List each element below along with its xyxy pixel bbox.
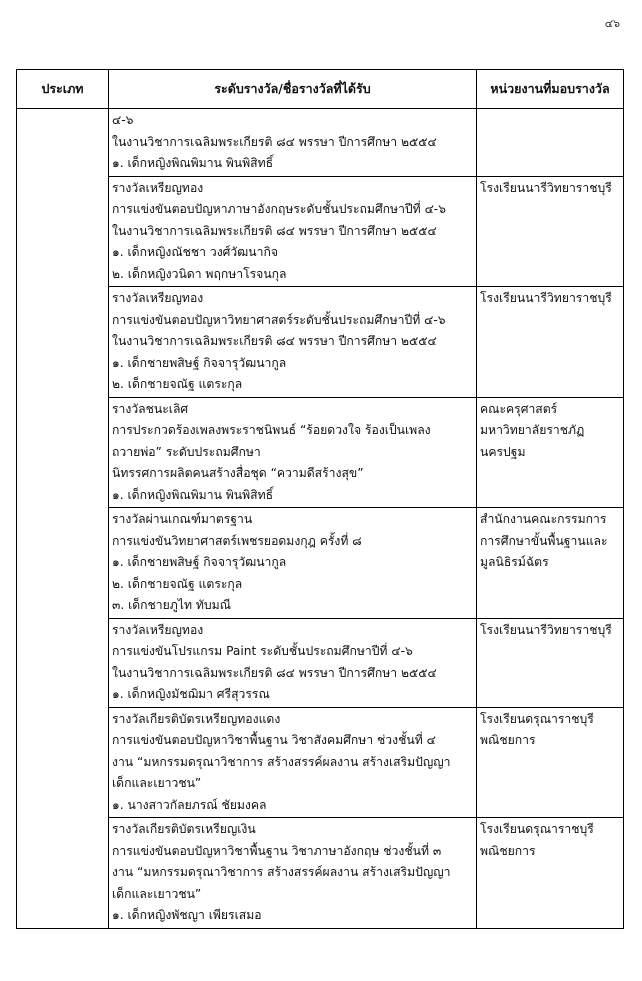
award-line: ๑. เด็กชายพสิษฐ์ กิจจารุวัฒนากูล — [112, 555, 287, 569]
agency-line: โรงเรียนดรุณาราชบุรี — [480, 822, 594, 836]
agency-line: โรงเรียนนารีวิทยาราชบุรี — [480, 291, 612, 305]
award-line: ๒. เด็กชายจณัฐ แตระกุล — [112, 576, 243, 591]
award-cell — [109, 109, 477, 177]
award-line: ๑. เด็กหญิงณัชชา วงศ์วัฒนากิจ — [112, 245, 278, 259]
table-row — [17, 176, 624, 287]
award-line: ๑. เด็กหญิงพัชญา เพียรเสมอ — [112, 908, 262, 922]
agency-line: คณะครุศาสตร์ — [480, 401, 558, 416]
award-line: รางวัลเกียรติบัตรเหรียญเงิน — [112, 822, 256, 836]
agency-line: พณิชยการ — [480, 733, 536, 747]
agency-cell — [477, 818, 624, 929]
award-line: การแข่งขันตอบปัญหาวิทยาศาสตร์ระดับชั้นประถมศึกษาปีที่ ๔-๖ — [112, 312, 446, 327]
table-row — [17, 508, 624, 619]
agency-cell — [477, 707, 624, 818]
award-cell — [109, 176, 477, 287]
header-type: ประเภท — [17, 70, 109, 109]
award-cell — [109, 818, 477, 929]
award-line: รางวัลเกียรติบัตรเหรียญทองแดง — [112, 711, 281, 726]
agency-line: การศึกษาขั้นพื้นฐานและ — [480, 533, 608, 548]
table-row — [17, 818, 624, 929]
award-line: การแข่งขันวิทยาศาสตร์เพชรยอดมงกุฎ ครั้งที่ ๘ — [112, 533, 362, 548]
award-line: ๑. นางสาวกัลยภรณ์ ชัยมงคล — [112, 797, 267, 812]
award-line: ๓. เด็กชายภูไท ทับมณี — [112, 598, 231, 612]
table-row — [17, 109, 624, 177]
award-line: การแข่งขันตอบปัญหาวิชาพื้นฐาน วิชาสังคมศึกษา ช่วงชั้นที่ ๔ — [112, 733, 436, 747]
award-line: รางวัลชนะเลิศ — [112, 401, 189, 416]
awards-table — [16, 69, 624, 929]
award-line: ในงานวิชาการเฉลิมพระเกียรติ ๘๔ พรรษา ปีการศึกษา ๒๕๕๔ — [112, 134, 437, 149]
award-line: งาน “มหกรรมดรุณาวิชาการ สร้างสรรค์ผลงาน สร้างเสริมปัญญา — [112, 865, 451, 879]
agency-line: สำนักงานคณะกรรมการ — [480, 512, 607, 526]
agency-line: โรงเรียนนารีวิทยาราชบุรี — [480, 180, 612, 195]
award-cell — [109, 397, 477, 508]
agency-cell — [477, 397, 624, 508]
award-line: รางวัลผ่านเกณฑ์มาตรฐาน — [112, 512, 253, 526]
header-award: ระดับรางวัล/ชื่อรางวัลที่ได้รับ — [109, 70, 477, 109]
table-row — [17, 707, 624, 818]
award-line: เด็กและเยาวชน” — [112, 886, 202, 901]
award-line: ๑. เด็กหญิงพิณพิมาน พินพิสิทธิ์ — [112, 156, 274, 170]
agency-line: นครปฐม — [480, 444, 526, 459]
award-cell — [109, 287, 477, 398]
award-line: การแข่งขันโปรแกรม Paint ระดับชั้นประถมศึกษาปีที่ ๔-๖ — [112, 644, 413, 658]
agency-cell — [477, 508, 624, 619]
award-line: รางวัลเหรียญทอง — [112, 291, 204, 305]
award-line: งาน “มหกรรมดรุณาวิชาการ สร้างสรรค์ผลงาน สร้างเสริมปัญญา — [112, 754, 451, 769]
agency-cell — [477, 287, 624, 398]
table-row — [17, 618, 624, 707]
award-line: ๑. เด็กหญิงมัชฌิมา ศรีสุวรรณ — [112, 687, 270, 701]
agency-line: โรงเรียนดรุณาราชบุรี — [480, 711, 594, 726]
award-line: ในงานวิชาการเฉลิมพระเกียรติ ๘๔ พรรษา ปีการศึกษา ๒๕๕๔ — [112, 223, 437, 238]
agency-line: มูลนิธิรม์ฉัตร — [480, 555, 549, 569]
award-line: รางวัลเหรียญทอง — [112, 180, 204, 195]
type-cell — [17, 109, 109, 929]
table-row — [17, 397, 624, 508]
table-row — [17, 287, 624, 398]
award-line: นิทรรศการผลิตคนสร้างสื่อชุด “ความดีสร้างสุข” — [112, 466, 364, 480]
table-body — [17, 109, 624, 929]
agency-line: พณิชยการ — [480, 843, 536, 858]
award-cell — [109, 618, 477, 707]
agency-cell — [477, 618, 624, 707]
award-line: รางวัลเหรียญทอง — [112, 622, 204, 637]
award-cell — [109, 707, 477, 818]
award-line: ๑. เด็กชายพสิษฐ์ กิจจารุวัฒนากูล — [112, 355, 287, 370]
agency-cell — [477, 109, 624, 177]
award-line: การแข่งขันตอบปัญหาวิชาพื้นฐาน วิชาภาษาอังกฤษ ช่วงชั้นที่ ๓ — [112, 843, 442, 858]
award-line: การแข่งขันตอบปัญหาภาษาอังกฤษระดับชั้นประถมศึกษาปีที่ ๔-๖ — [112, 202, 446, 216]
table-header-row — [17, 70, 624, 109]
agency-cell — [477, 176, 624, 287]
award-cell — [109, 508, 477, 619]
agency-line: โรงเรียนนารีวิทยาราชบุรี — [480, 622, 612, 637]
agency-line: มหาวิทยาลัยราชภัฏ — [480, 423, 585, 437]
award-line: ๔-๖ — [112, 113, 134, 127]
award-line: ในงานวิชาการเฉลิมพระเกียรติ ๘๔ พรรษา ปีการศึกษา ๒๕๕๔ — [112, 665, 437, 680]
award-line: ๒. เด็กชายจณัฐ แตระกุล — [112, 377, 243, 391]
award-line: ในงานวิชาการเฉลิมพระเกียรติ ๘๔ พรรษา ปีการศึกษา ๒๕๕๔ — [112, 334, 437, 348]
award-line: ๒. เด็กหญิงวนิดา พฤกษาโรจนกุล — [112, 266, 287, 281]
award-line: ๑. เด็กหญิงพิณพิมาน พินพิสิทธิ์ — [112, 487, 274, 502]
award-line: ถวายพ่อ” ระดับประถมศึกษา — [112, 444, 261, 459]
award-line: การประกวดร้องเพลงพระราชนิพนธ์ “ร้อยดวงใจ ร้องเป็นเพลง — [112, 423, 431, 437]
award-line: เด็กและเยาวชน” — [112, 776, 202, 790]
header-agency: หน่วยงานที่มอบรางวัล — [477, 70, 624, 109]
page-number: ๔๖ — [604, 17, 620, 30]
